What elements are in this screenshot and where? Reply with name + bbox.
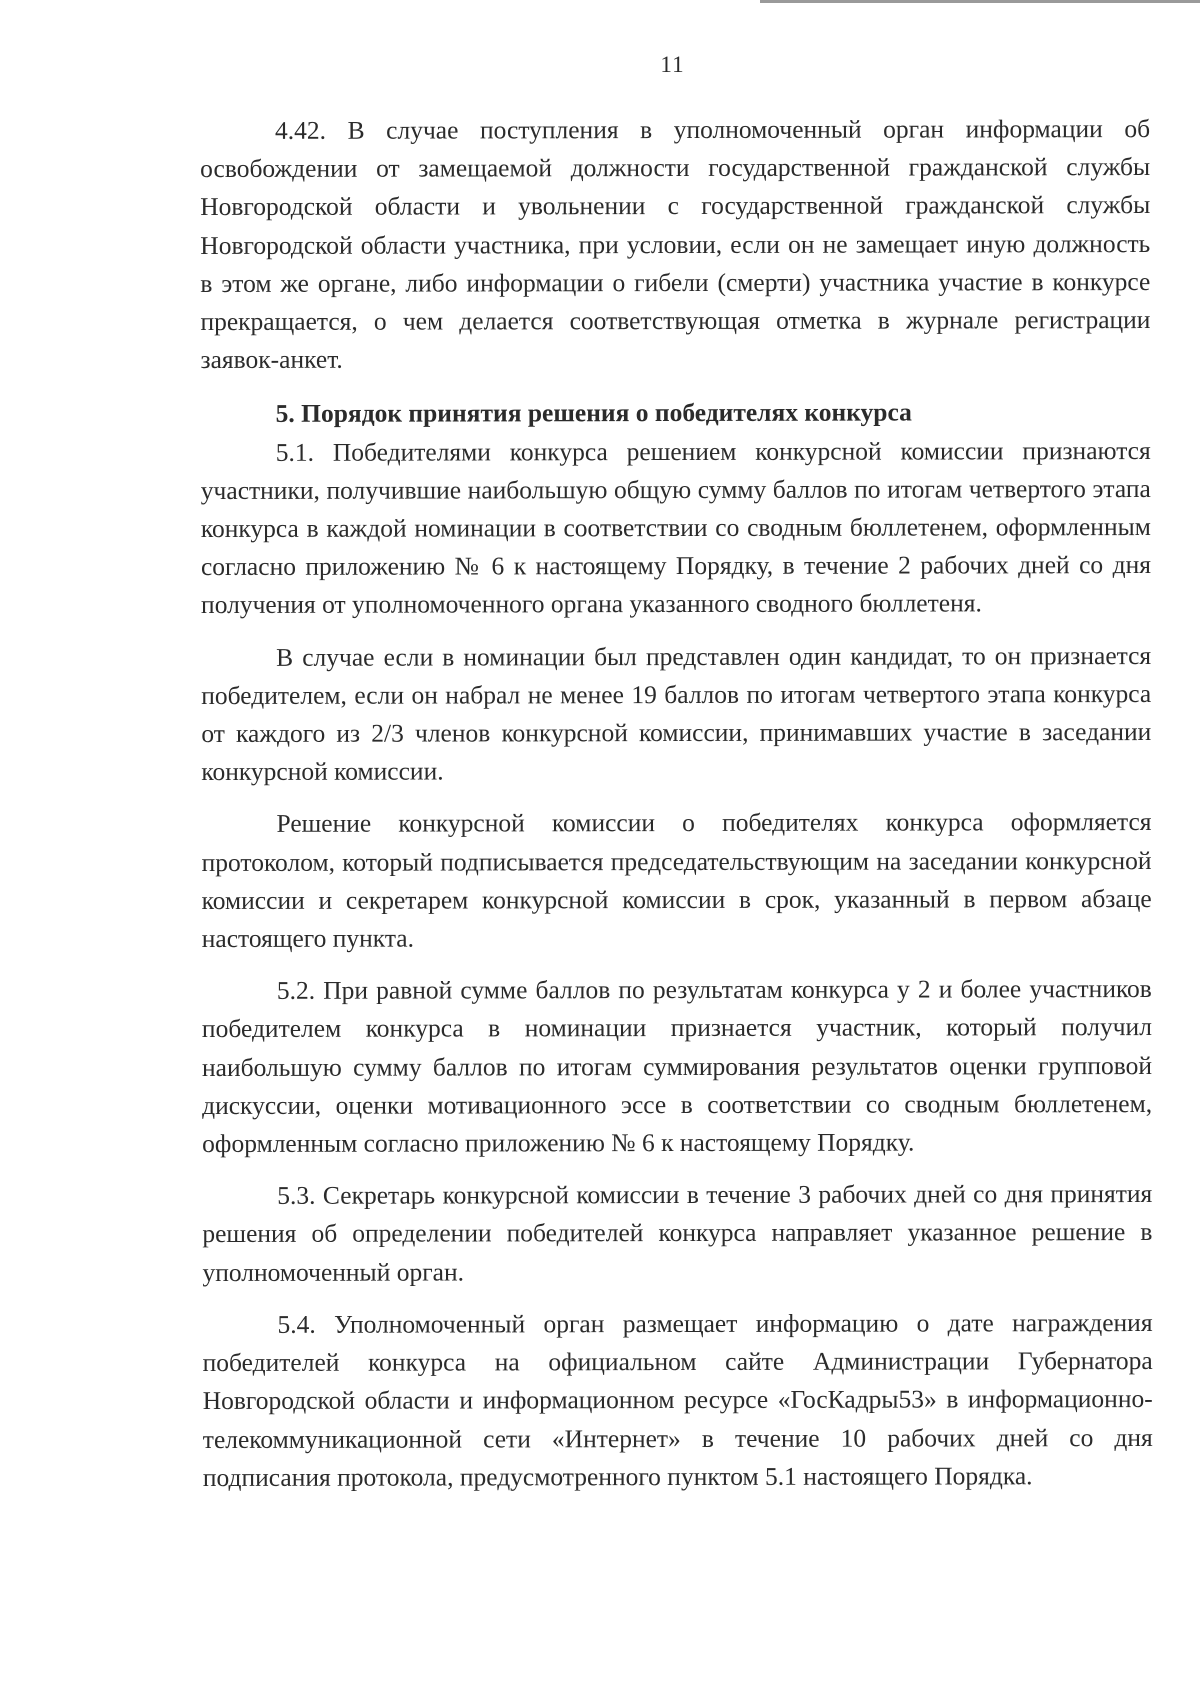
page-number: 11: [660, 52, 685, 77]
paragraph-4-42: 4.42. В случае поступления в уполномоченный орган информации об освобождении от замещаемой должности государственной гражданской службы Новгородской области и увольнении с государственной гражданской службы Новгородской области участника, при условии, если он не замещает иную должность в этом же органе, либо информации о гибели (смерти) участника участие в конкурсе прекращается, о чем делается соответствующая отметка в журнале регистрации заявок-анкет.: [200, 114, 1151, 375]
paragraph-5-4: 5.4. Уполномоченный орган размещает информацию о дате награждения победителей конкурса на официальном сайте Администрации Губернатора Новгородской области и информационном ресурсе «ГосКадры53» в информационно-телекоммуникационной сети «Интернет» в течение 10 рабочих дней со дня подписания протокола, предусмотренного пунктом 5.1 настоящего Порядка.: [202, 1307, 1153, 1492]
paragraph-5-1-single-candidate: В случае если в номинации был представлен один кандидат, то он признается победителем, если он набрал не менее 19 баллов по итогам четвертого этапа конкурса от каждого из 2/3 членов конкурсной комиссии, принимавших участие в заседании конкурсной комиссии.: [201, 640, 1152, 787]
paragraph-5-1: 5.1. Победителями конкурса решением конкурсной комиссии признаются участники, получившие наибольшую общую сумму баллов по итогам четвертого этапа конкурса в каждой номинации в соответствии со сводным бюллетенем, оформленным согласно приложению № 6 к настоящему Порядку, в течение 2 рабочих дней со дня получения от уполномоченного органа указанного сводного бюллетеня.: [200, 435, 1151, 620]
document-body: [200, 110, 1153, 1497]
paragraph-5-3: 5.3. Секретарь конкурсной комиссии в течение 3 рабочих дней со дня принятия решения об определении победителей конкурса направляет указанное решение в уполномоченный орган.: [202, 1179, 1153, 1287]
paragraph-5-1-protocol: Решение конкурсной комиссии о победителях конкурса оформляется протоколом, который подписывается председательствующим на заседании конкурсной комиссии и секретарем конкурсной комиссии в срок, указанный в первом абзаце настоящего пункта.: [201, 807, 1152, 954]
scan-edge-artifact: [760, 0, 1200, 3]
paragraph-5-2: 5.2. При равной сумме баллов по результатам конкурса у 2 и более участников победителем конкурса в номинации признается участник, который получил наибольшую сумму баллов по итогам суммирования результатов оценки групповой дискуссии, оценки мотивационного эссе в соответствии со сводным бюллетенем, оформленным согласно приложению № 6 к настоящему Порядку.: [201, 974, 1153, 1159]
section-5-heading: 5. Порядок принятия решения о победителях конкурса: [275, 397, 912, 429]
